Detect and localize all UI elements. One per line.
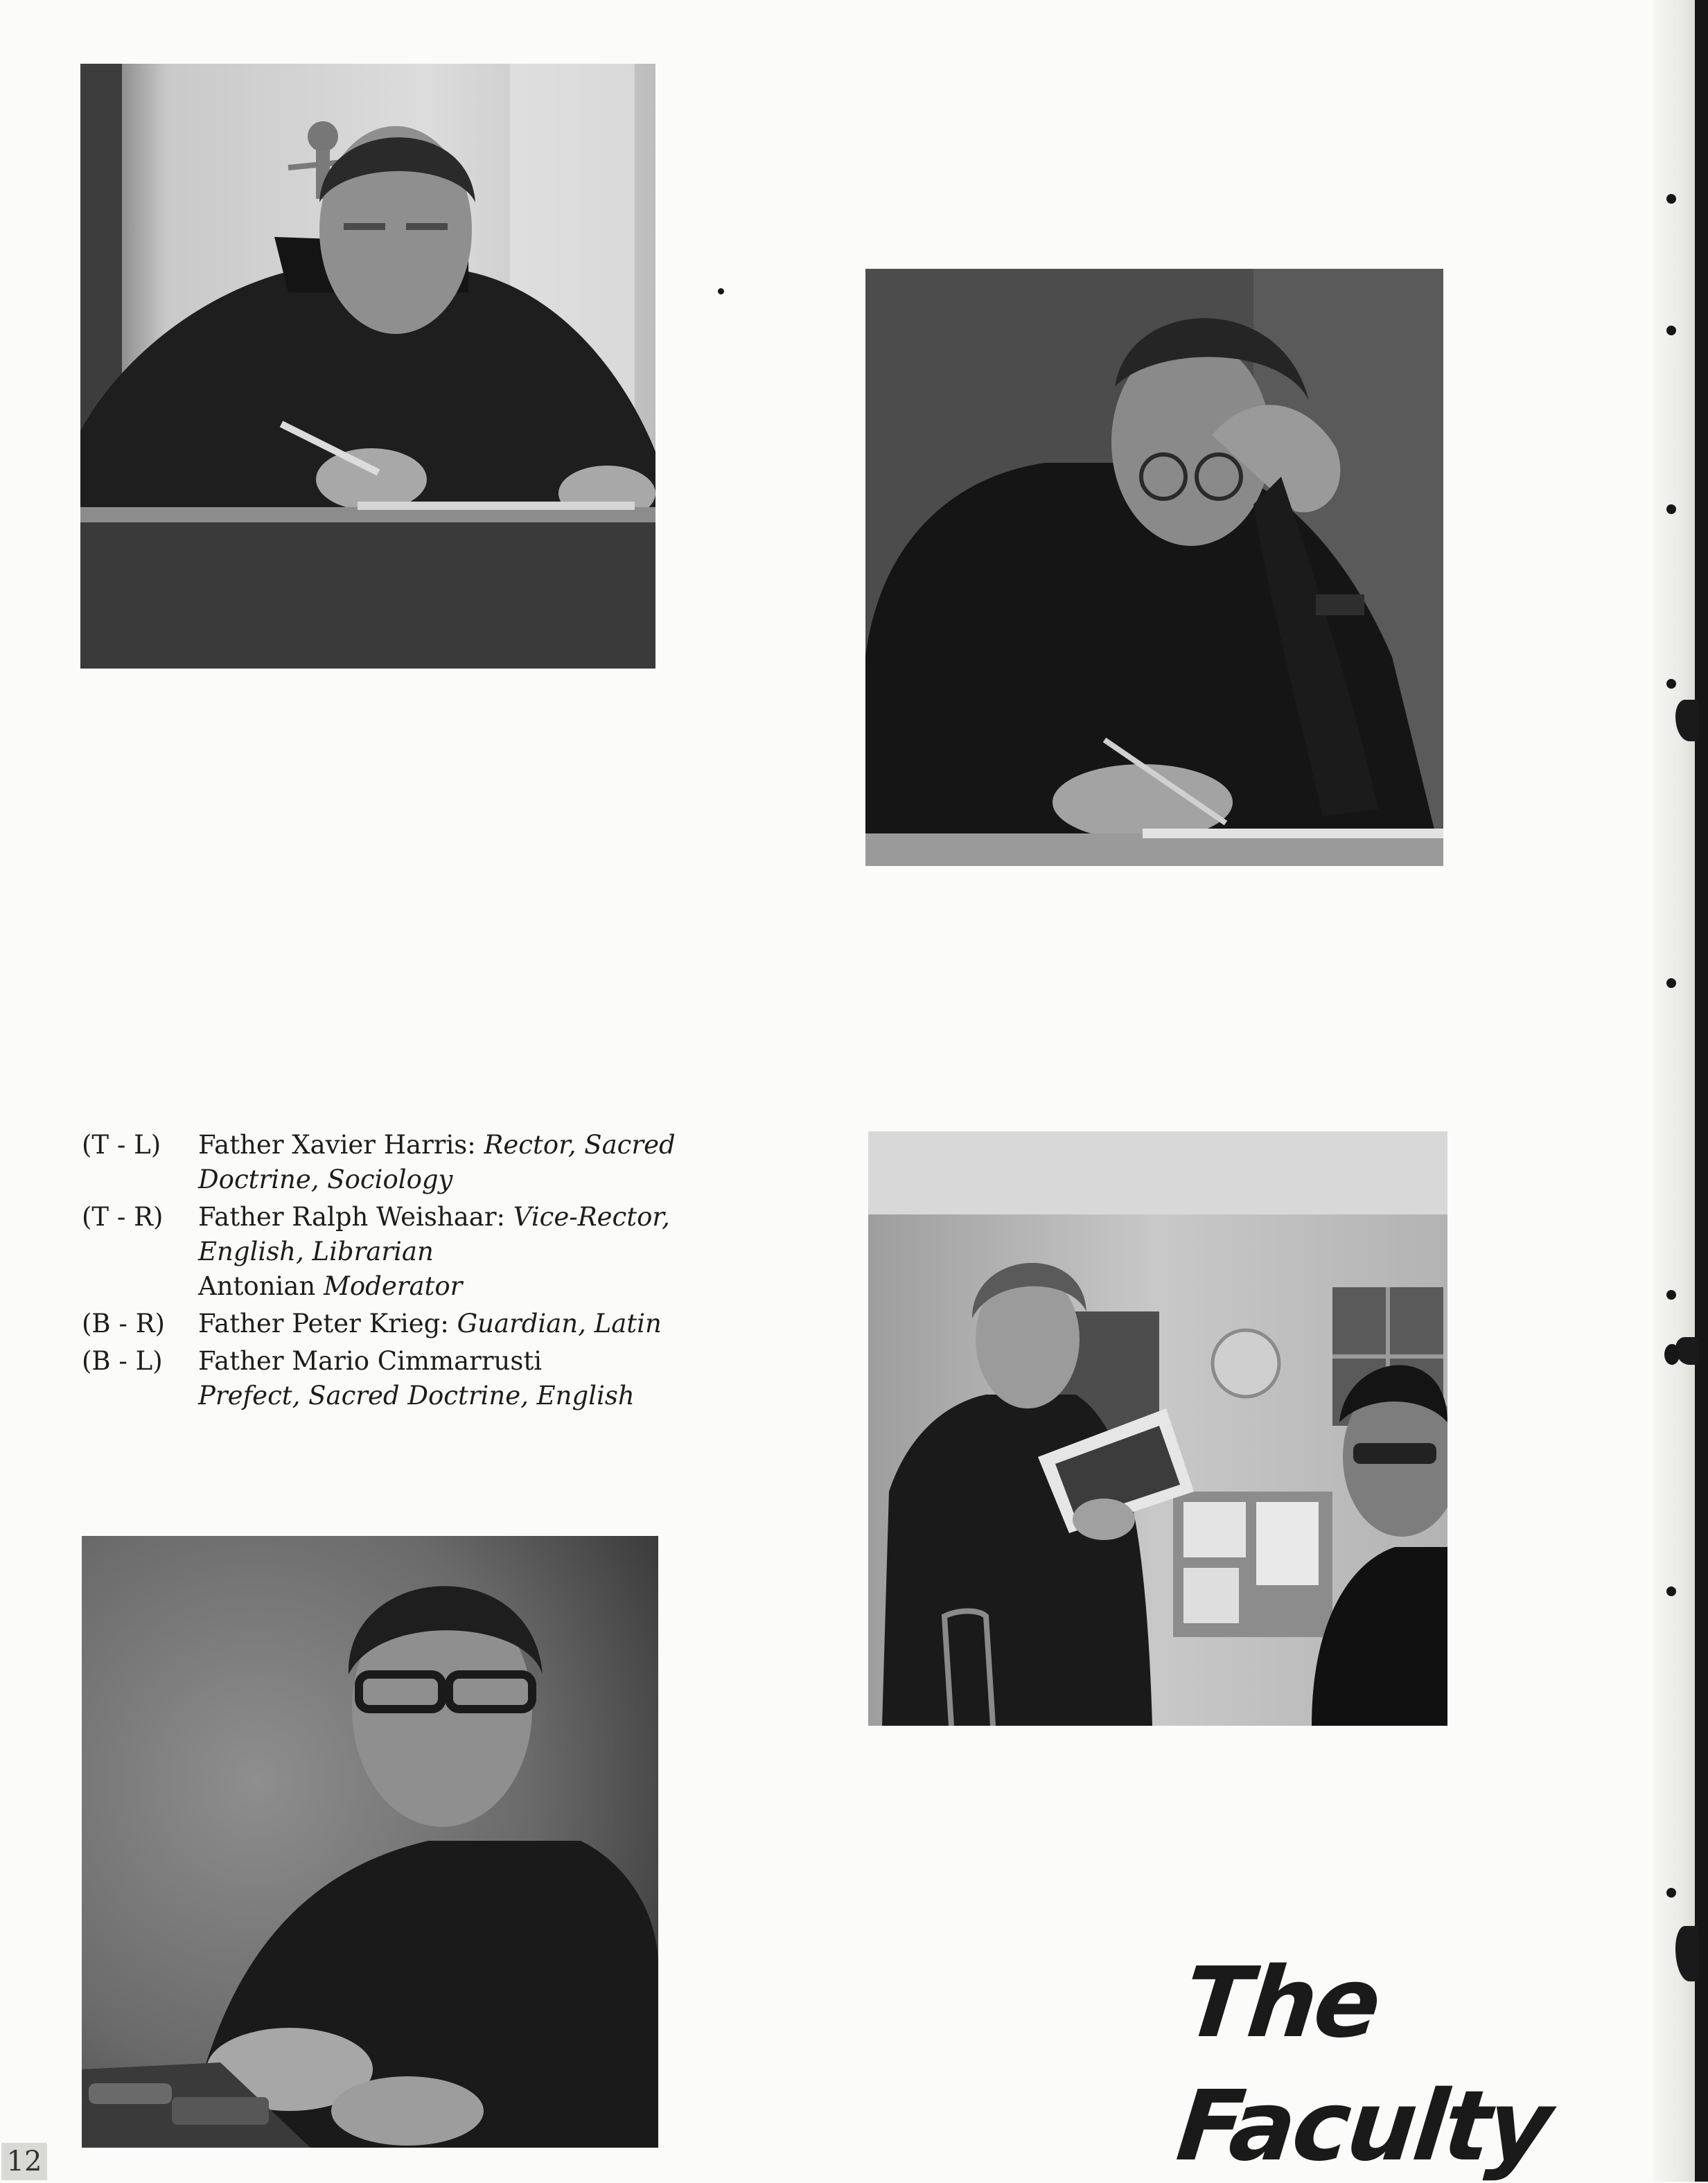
caption-name: Father Ralph Weishaar: — [198, 1202, 505, 1232]
caption-entry — [82, 1307, 692, 1341]
photo-friar-with-book — [868, 1131, 1447, 1726]
punch-hole — [1666, 1888, 1676, 1898]
punch-hole — [1666, 326, 1676, 335]
caption-entry — [82, 1344, 692, 1413]
caption-name: Father Mario Cimmarrusti — [198, 1346, 543, 1376]
caption-position: (T - L) — [82, 1130, 161, 1160]
caption-entry — [82, 1128, 692, 1197]
caption-position: (B - L) — [82, 1346, 163, 1376]
page-title-line-1: The — [1179, 1947, 1384, 2060]
photo-caption — [82, 1128, 692, 1416]
photo-friar-thinking — [865, 269, 1443, 866]
punch-hole — [1666, 194, 1676, 204]
caption-entry — [82, 1200, 692, 1304]
punch-hole — [1666, 978, 1676, 988]
punch-hole — [1666, 1290, 1676, 1300]
punch-hole — [1666, 504, 1676, 514]
page-title-line-2: Faculty — [1172, 2070, 1555, 2183]
caption-roles: Vice-Rector, English, Librarian — [198, 1202, 670, 1266]
punch-hole — [1664, 1344, 1680, 1365]
page-number: 12 — [1, 2143, 47, 2180]
caption-extra-role: Moderator — [324, 1271, 463, 1301]
caption-name: Father Xavier Harris: — [198, 1130, 476, 1160]
caption-name: Father Peter Krieg: — [198, 1309, 449, 1338]
caption-roles: Prefect, Sacred Doctrine, English — [198, 1381, 635, 1411]
caption-roles: Guardian, Latin — [457, 1309, 662, 1338]
photo-friar-at-typewriter — [82, 1536, 658, 2148]
binding-strip — [1695, 0, 1708, 2182]
photo-friar-writing — [80, 64, 655, 669]
caption-position: (T - R) — [82, 1202, 164, 1232]
caption-extra: Antonian — [198, 1271, 316, 1301]
caption-roles: Rector, Sacred Doctrine, Sociology — [198, 1130, 676, 1194]
punch-hole — [1666, 679, 1676, 689]
caption-position: (B - R) — [82, 1309, 165, 1338]
punch-hole — [1666, 1587, 1676, 1596]
ink-speck — [718, 288, 724, 294]
